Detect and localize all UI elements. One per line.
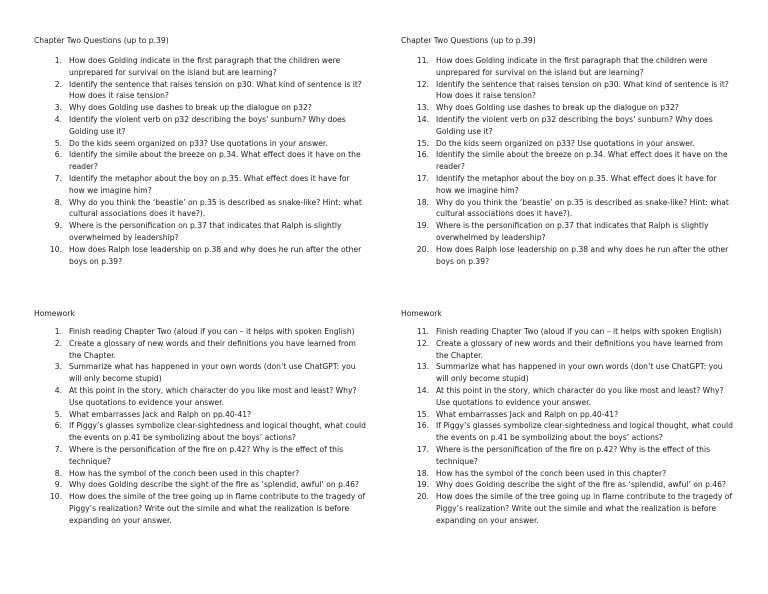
item-text: If Piggy’s glasses symbolize clear-sightedness and logical thought, what could the events on p.41 be symbolizing about the boys’ actions? (69, 421, 366, 443)
item-text: What embarrasses Jack and Ralph on pp.40-41? (436, 409, 619, 419)
item-number: 16. (416, 421, 429, 431)
list-item (34, 409, 369, 421)
list-item (34, 55, 369, 79)
item-text: How does Ralph lose leadership on p.38 and why does he run after the other boys on p.39? (436, 244, 729, 266)
item-number: 13. (416, 362, 429, 372)
list-item (34, 479, 369, 491)
list-item (401, 409, 736, 421)
list-item (34, 420, 369, 444)
item-text: Why do you think the ‘beastie’ on p.35 is described as snake-like? Hint: what cultural associations does it have?). (69, 197, 362, 219)
item-text: How has the symbol of the conch been used in this chapter? (436, 468, 667, 478)
item-number: 16. (416, 150, 429, 160)
item-number: 5. (54, 138, 62, 148)
list-item (401, 420, 736, 444)
list-item (34, 468, 369, 480)
item-text: Identify the simile about the breeze on p.34. What effect does it have on the reader? (436, 150, 728, 172)
item-text: Identify the sentence that raises tension on p30. What kind of sentence is it? How does it raise tension? (436, 79, 729, 101)
item-number: 4. (54, 385, 62, 395)
item-number: 11. (416, 56, 429, 65)
list-item (401, 326, 736, 338)
questions-list (34, 55, 369, 267)
item-number: 10. (49, 492, 62, 502)
list-item (34, 244, 369, 268)
homework-list (401, 326, 736, 527)
item-text: Why does Golding use dashes to break up the dialogue on p32? (69, 103, 312, 113)
item-text: Identify the metaphor about the boy on p.35. What effect does it have for how we imagine him? (69, 173, 350, 195)
list-item (34, 102, 369, 114)
list-item (34, 338, 369, 362)
item-text: How has the symbol of the conch been used in this chapter? (69, 468, 300, 478)
list-item (34, 114, 369, 138)
item-text: Why does Golding describe the sight of the fire as ‘splendid, awful’ on p.46? (436, 480, 726, 490)
item-text: Identify the simile about the breeze on p.34. What effect does it have on the reader? (69, 150, 361, 172)
item-text: If Piggy’s glasses symbolize clear-sightedness and logical thought, what could the events on p.41 be symbolizing about the boys’ actions? (436, 421, 733, 443)
list-item (34, 149, 369, 173)
item-number: 19. (416, 221, 429, 231)
item-number: 6. (54, 150, 62, 160)
item-text: Where is the personification on p.37 that indicates that Ralph is slightly overwhelmed by leadership? (69, 221, 342, 242)
list-item (401, 102, 736, 114)
list-item (401, 79, 736, 103)
list-item (34, 197, 369, 221)
list-item (401, 149, 736, 173)
item-number: 2. (54, 79, 62, 89)
list-item (401, 55, 736, 79)
chapter-questions-heading: Chapter Two Questions (up to p.39) (401, 36, 536, 45)
item-number: 3. (54, 362, 62, 372)
list-item (401, 385, 736, 409)
item-number: 17. (416, 444, 429, 454)
item-text: Why does Golding use dashes to break up the dialogue on p32? (436, 103, 679, 113)
list-item (34, 173, 369, 197)
item-text: Why does Golding describe the sight of the fire as ‘splendid, awful’ on p.46? (69, 480, 359, 490)
item-number: 12. (416, 79, 429, 89)
list-item (401, 220, 736, 244)
list-item (401, 468, 736, 480)
list-item (401, 138, 736, 150)
item-number: 1. (54, 327, 62, 336)
item-text: Do the kids seem organized on p33? Use quotations in your answer. (436, 138, 695, 148)
list-item (401, 338, 736, 362)
item-number: 17. (416, 173, 429, 183)
list-item (34, 138, 369, 150)
item-text: Finish reading Chapter Two (aloud if you can – it helps with spoken English) (436, 327, 722, 336)
list-item (34, 326, 369, 338)
list-item (401, 361, 736, 385)
item-number: 15. (416, 409, 429, 419)
item-text: Do the kids seem organized on p33? Use quotations in your answer. (69, 138, 328, 148)
list-item (401, 479, 736, 491)
item-text: Identify the violent verb on p32 describing the boys’ sunburn? Why does Golding use it? (69, 114, 346, 136)
item-text: How does the simile of the tree going up in flame contribute to the tragedy of Piggy’s realization? Write out the simile and what the realization is before expanding on your answer. (436, 492, 733, 525)
list-item (401, 197, 736, 221)
item-text: How does Ralph lose leadership on p.38 and why does he run after the other boys on p.39? (69, 244, 362, 266)
list-item (34, 385, 369, 409)
item-number: 19. (416, 480, 429, 490)
item-number: 14. (416, 385, 429, 395)
homework-list (34, 326, 369, 527)
item-number: 10. (49, 244, 62, 254)
item-number: 18. (416, 197, 429, 207)
item-text: What embarrasses Jack and Ralph on pp.40-41? (69, 409, 252, 419)
item-number: 1. (54, 56, 62, 65)
item-number: 9. (54, 221, 62, 231)
item-number: 9. (54, 480, 62, 490)
homework-heading: Homework (401, 309, 442, 318)
item-text: How does the simile of the tree going up in flame contribute to the tragedy of Piggy’s realization? Write out the simile and what the realization is before expanding on your answer. (69, 492, 366, 525)
list-item (401, 244, 736, 268)
item-number: 6. (54, 421, 62, 431)
item-text: How does Golding indicate in the first paragraph that the children were unprepared for survival on the island but are learning? (436, 56, 708, 77)
item-number: 5. (54, 409, 62, 419)
item-number: 11. (416, 327, 429, 336)
list-item (401, 491, 736, 526)
item-number: 2. (54, 338, 62, 348)
item-number: 14. (416, 114, 429, 124)
item-number: 7. (54, 173, 62, 183)
questions-list (401, 55, 736, 267)
item-text: At this point in the story, which character do you like most and least? Why? Use quotations to evidence your answer. (436, 385, 724, 407)
item-number: 12. (416, 338, 429, 348)
item-text: Summarize what has happened in your own words (don’t use ChatGPT: you will only become stupid) (436, 362, 723, 384)
item-text: Create a glossary of new words and their definitions you have learned from the Chapter. (436, 338, 723, 360)
item-number: 3. (54, 103, 62, 113)
list-item (34, 491, 369, 526)
list-item (401, 173, 736, 197)
chapter-questions-heading: Chapter Two Questions (up to p.39) (34, 36, 169, 45)
item-text: Where is the personification on p.37 that indicates that Ralph is slightly overwhelmed by leadership? (436, 221, 709, 242)
list-item (34, 444, 369, 468)
item-number: 7. (54, 444, 62, 454)
list-item (401, 114, 736, 138)
item-number: 13. (416, 103, 429, 113)
item-text: Identify the metaphor about the boy on p.35. What effect does it have for how we imagine him? (436, 173, 717, 195)
list-item (401, 444, 736, 468)
item-text: Why do you think the ‘beastie’ on p.35 is described as snake-like? Hint: what cultural associations does it have?). (436, 197, 729, 219)
item-number: 8. (54, 197, 62, 207)
item-text: Where is the personification of the fire on p.42? Why is the effect of this technique? (436, 444, 711, 466)
item-text: Where is the personification of the fire on p.42? Why is the effect of this technique? (69, 444, 344, 466)
homework-heading: Homework (34, 309, 75, 318)
item-text: Summarize what has happened in your own words (don’t use ChatGPT: you will only become stupid) (69, 362, 356, 384)
item-number: 20. (416, 244, 429, 254)
item-number: 20. (416, 492, 429, 502)
item-number: 4. (54, 114, 62, 124)
item-text: Identify the sentence that raises tension on p30. What kind of sentence is it? How does it raise tension? (69, 79, 362, 101)
item-text: Finish reading Chapter Two (aloud if you can – it helps with spoken English) (69, 327, 355, 336)
item-number: 18. (416, 468, 429, 478)
item-text: How does Golding indicate in the first paragraph that the children were unprepared for survival on the island but are learning? (69, 56, 341, 77)
list-item (34, 220, 369, 244)
list-item (34, 79, 369, 103)
item-number: 15. (416, 138, 429, 148)
item-text: Create a glossary of new words and their definitions you have learned from the Chapter. (69, 338, 356, 360)
list-item (34, 361, 369, 385)
item-text: Identify the violent verb on p32 describing the boys’ sunburn? Why does Golding use it? (436, 114, 713, 136)
item-text: At this point in the story, which character do you like most and least? Why? Use quotations to evidence your answer. (69, 385, 357, 407)
item-number: 8. (54, 468, 62, 478)
